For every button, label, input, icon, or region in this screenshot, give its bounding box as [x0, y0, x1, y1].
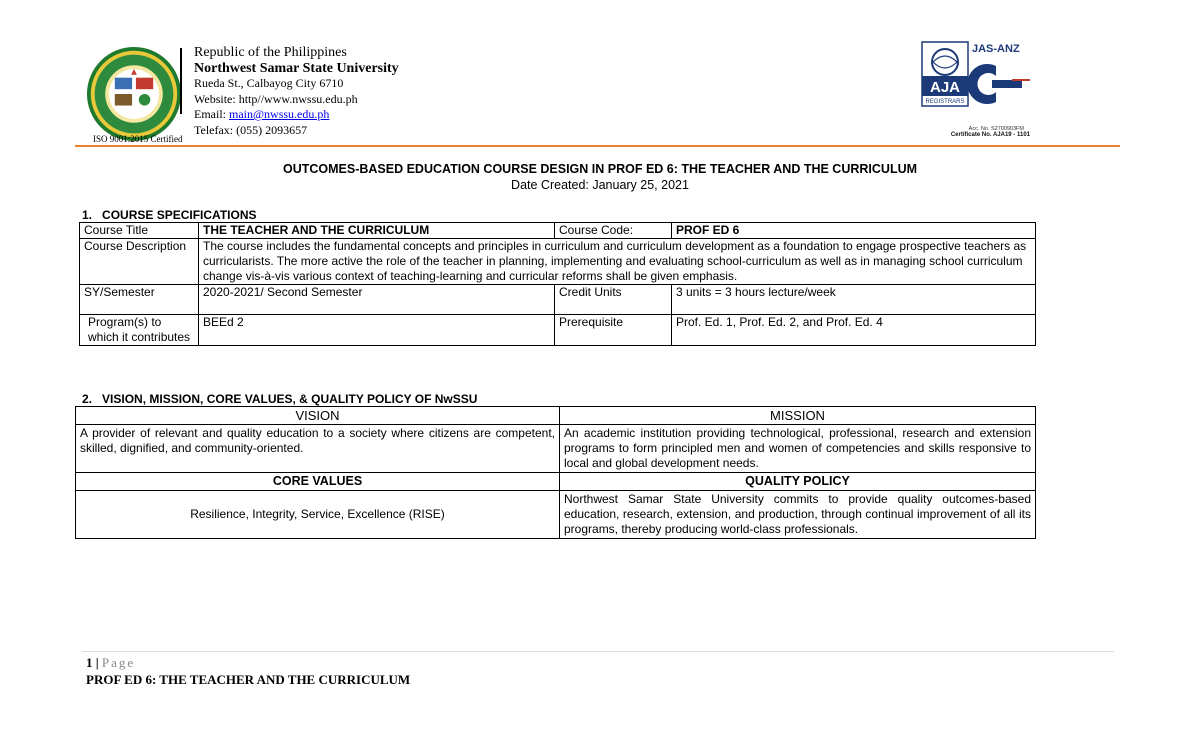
university-name: Northwest Samar State University: [194, 60, 399, 76]
header-divider: [180, 48, 182, 114]
section2-heading: [82, 392, 477, 406]
prerequisite-value: Prof. Ed. 1, Prof. Ed. 2, and Prof. Ed. 4: [672, 315, 1036, 346]
section1-heading: [82, 208, 257, 222]
core-values-header: CORE VALUES: [76, 473, 560, 491]
credit-units-value: 3 units = 3 hours lecture/week: [672, 285, 1036, 315]
vision-mission-table: [75, 406, 1036, 539]
table-row: [80, 239, 1036, 285]
registrars-text: REGISTRARS: [925, 99, 965, 105]
website: Website: http//www.nwssu.edu.ph: [194, 91, 358, 106]
university-address-block: [194, 45, 399, 138]
sy-semester-value: 2020-2021/ Second Semester: [199, 285, 555, 315]
address: Rueda St., Calbayog City 6710: [194, 76, 344, 90]
date-created: Date Created: January 25, 2021: [511, 178, 689, 192]
table-row: [76, 407, 1036, 425]
section2-title: VISION, MISSION, CORE VALUES, & QUALITY POLICY OF NwSSU: [102, 392, 478, 406]
country-name: Republic of the Philippines: [194, 45, 347, 60]
accreditation-number: Acc. No. S2700903FM: [968, 126, 1024, 132]
table-row: [80, 315, 1036, 346]
vision-text: A provider of relevant and quality education to a society where citizens are competent, skilled, dignified, and community-oriented.: [76, 425, 560, 473]
table-row: [76, 473, 1036, 491]
page-number-value: 1: [86, 655, 93, 670]
page-number: [86, 655, 135, 671]
page-word: Page: [101, 655, 136, 670]
course-code-label: Course Code:: [555, 223, 672, 239]
course-specifications-table: [79, 222, 1036, 346]
telefax: Telefax: (055) 2093657: [194, 122, 308, 137]
course-title-label: Course Title: [80, 223, 199, 239]
mission-header: MISSION: [560, 407, 1036, 425]
page-separator: |: [92, 655, 102, 670]
university-seal-logo: [86, 46, 182, 142]
course-code-value: PROF ED 6: [672, 223, 1036, 239]
credit-units-label: Credit Units: [555, 285, 672, 315]
table-row: [76, 491, 1036, 539]
section1-number: 1.: [82, 208, 93, 222]
iso-certification: ISO 9001:2015 Certified: [93, 134, 183, 144]
table-row: [76, 425, 1036, 473]
footer-course-title: PROF ED 6: THE TEACHER AND THE CURRICULUM: [86, 672, 411, 687]
quality-policy-text: Northwest Samar State University commits to provide quality outcomes-based education, research, extension, and production, through continual improvement of all its programs, thereby producing world-class professionals.: [560, 491, 1036, 539]
section1-title: COURSE SPECIFICATIONS: [102, 208, 257, 222]
email-link[interactable]: main@nwssu.edu.ph: [229, 107, 330, 121]
document-title: OUTCOMES-BASED EDUCATION COURSE DESIGN IN PROF ED 6: THE TEACHER AND THE CURRICULUM: [282, 162, 918, 176]
course-title-value: THE TEACHER AND THE CURRICULUM: [199, 223, 555, 239]
email-line: [194, 107, 399, 123]
certificate-number: Certificate No. AJA19 - 1101: [950, 132, 1030, 136]
program-label: Program(s) to which it contributes: [80, 315, 199, 346]
table-row: [80, 285, 1036, 315]
course-description-label: Course Description: [80, 239, 199, 285]
footer-rule: [82, 651, 1114, 652]
section2-number: 2.: [82, 392, 93, 406]
aja-text: AJA: [929, 79, 961, 96]
header-orange-rule: [75, 145, 1120, 147]
course-description-value: The course includes the fundamental concepts and principles in curriculum and curriculum development as a foundation to engage prospective teachers as curricularists. The more active the role of the teacher in planning, implementing and evaluating school-curriculum as well as in managing school curriculum change vis-à-vis various context of teaching-learning and curricular reforms shall be given emphasis.: [199, 239, 1036, 285]
program-value: BEEd 2: [199, 315, 555, 346]
table-row: [80, 223, 1036, 239]
core-values-text: Resilience, Integrity, Service, Excellence (RISE): [76, 491, 560, 539]
jas-anz-text: JAS-ANZ: [972, 43, 1020, 55]
mission-text: An academic institution providing technological, professional, research and extension programs to form principled men and women of competencies and skills responsive to local and global development needs.: [560, 425, 1036, 473]
sy-semester-label: SY/Semester: [80, 285, 199, 315]
aja-certification-logo: [920, 40, 1030, 136]
vision-header: VISION: [76, 407, 560, 425]
quality-policy-header: QUALITY POLICY: [560, 473, 1036, 491]
email-label: Email:: [194, 107, 229, 121]
prerequisite-label: Prerequisite: [555, 315, 672, 346]
